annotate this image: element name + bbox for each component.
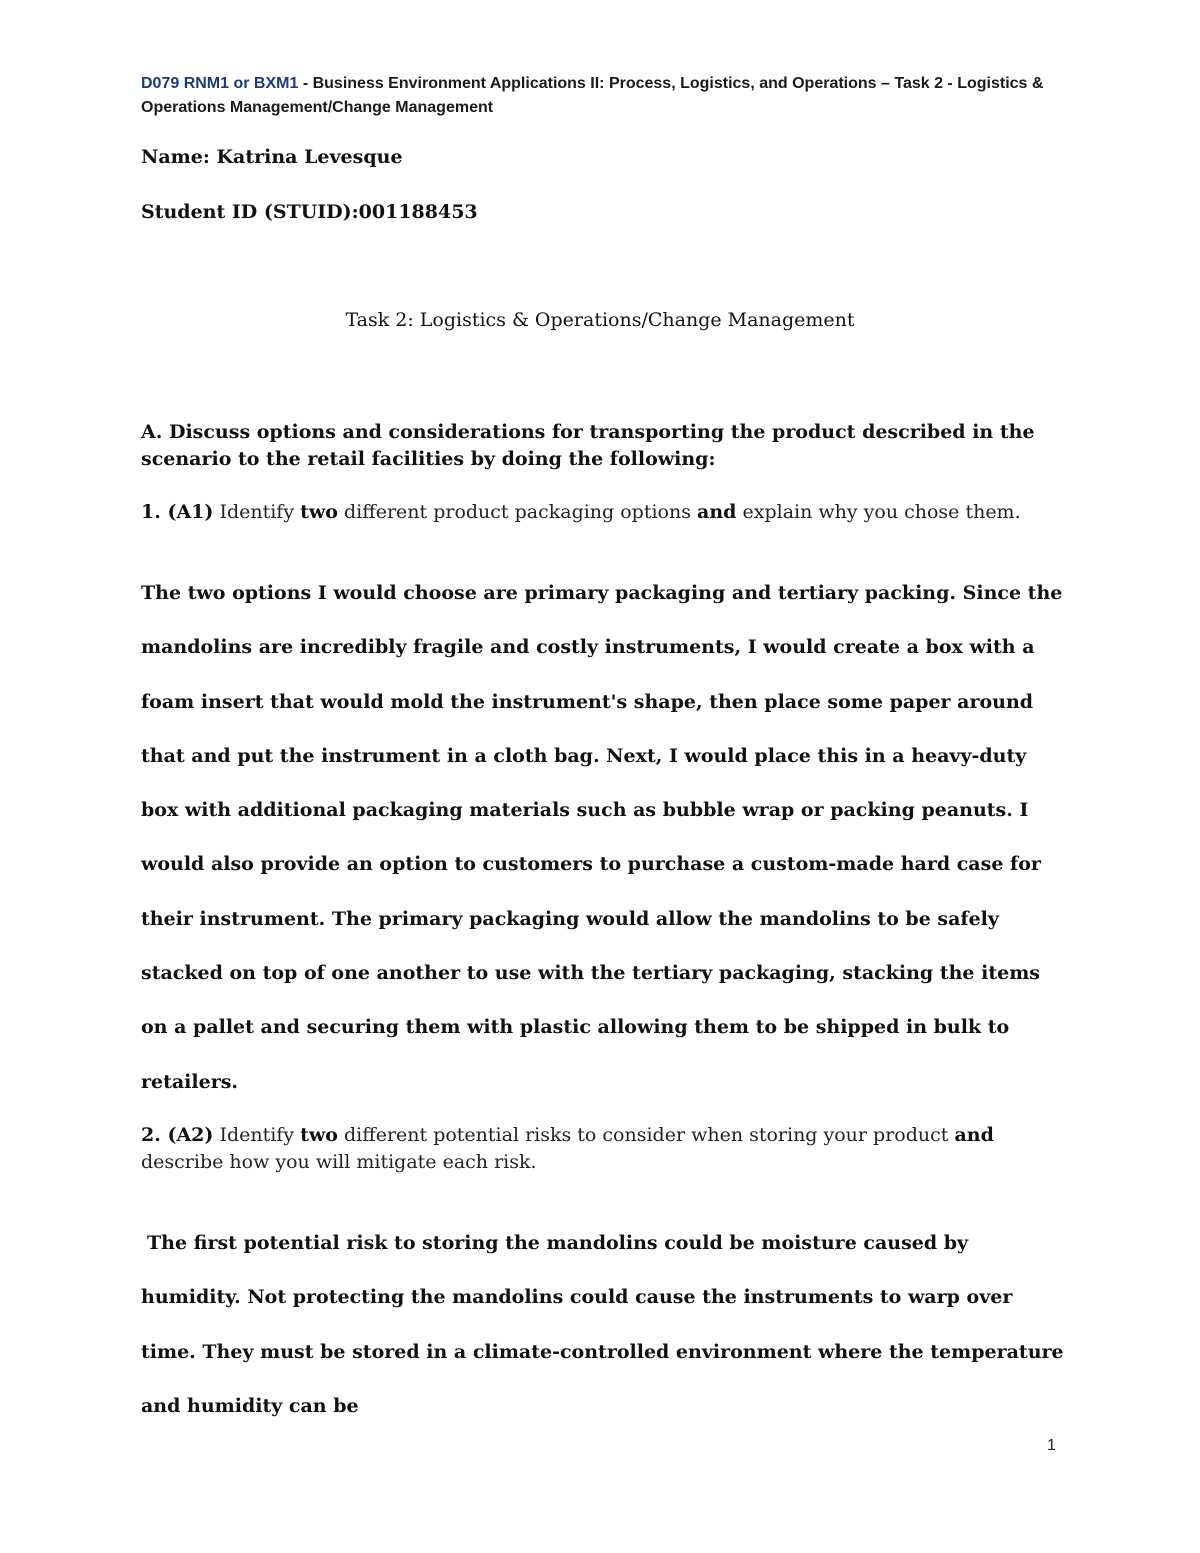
question-a2-number: 2. (A2) [141,1124,214,1146]
page-header [141,72,1061,120]
page-number: 1 [1047,1437,1056,1454]
section-a-prompt: A. Discuss options and considerations for transporting the product described in the scenario to the retail facilities by doing the following: [141,421,1035,470]
document-title: Task 2: Logistics & Operations/Change Management [345,309,855,331]
course-code: D079 RNM1 or BXM1 [141,75,299,92]
answer-a1: The two options I would choose are primary packaging and tertiary packing. Since the mandolins are incredibly fragile and costly instruments, I would create a box with a foam insert that would mold the instrument's shape, then place some paper around that and put the instrument in a cloth bag. Next, I would place this in a heavy-duty box with additional packaging materials such as bubble wrap or packing peanuts. I would also provide an option to customers to purchase a custom-made hard case for their instrument. The primary packaging would allow the mandolins to be safely stacked on top of one another to use with the tertiary packaging, stacking the items on a pallet and securing them with plastic allowing them to be shipped in bulk to retailers. [141,582,1063,1093]
question-a1-number: 1. (A1) [141,501,214,523]
student-id: Student ID (STUID):001188453 [141,201,478,223]
question-a1: 1. (A1) Identify two different product packaging options and explain why you chose them. [141,501,1021,523]
question-a2: 2. (A2) Identify two different potential risks to consider when storing your product and describe how you will mitigate each risk. [141,1124,994,1173]
answer-a2: The first potential risk to storing the mandolins could be moisture caused by humidity. Not protecting the mandolins could cause the instruments to warp over time. They must be stored in a climate-controlled environment where the temperature and humidity can be [141,1232,1064,1417]
header-title: - Business Environment Applications II: Process, Logistics, and Operations – Task 2 - Logistics & Operations Management/Change Management [141,75,1044,116]
student-name: Name: Katrina Levesque [141,146,403,168]
